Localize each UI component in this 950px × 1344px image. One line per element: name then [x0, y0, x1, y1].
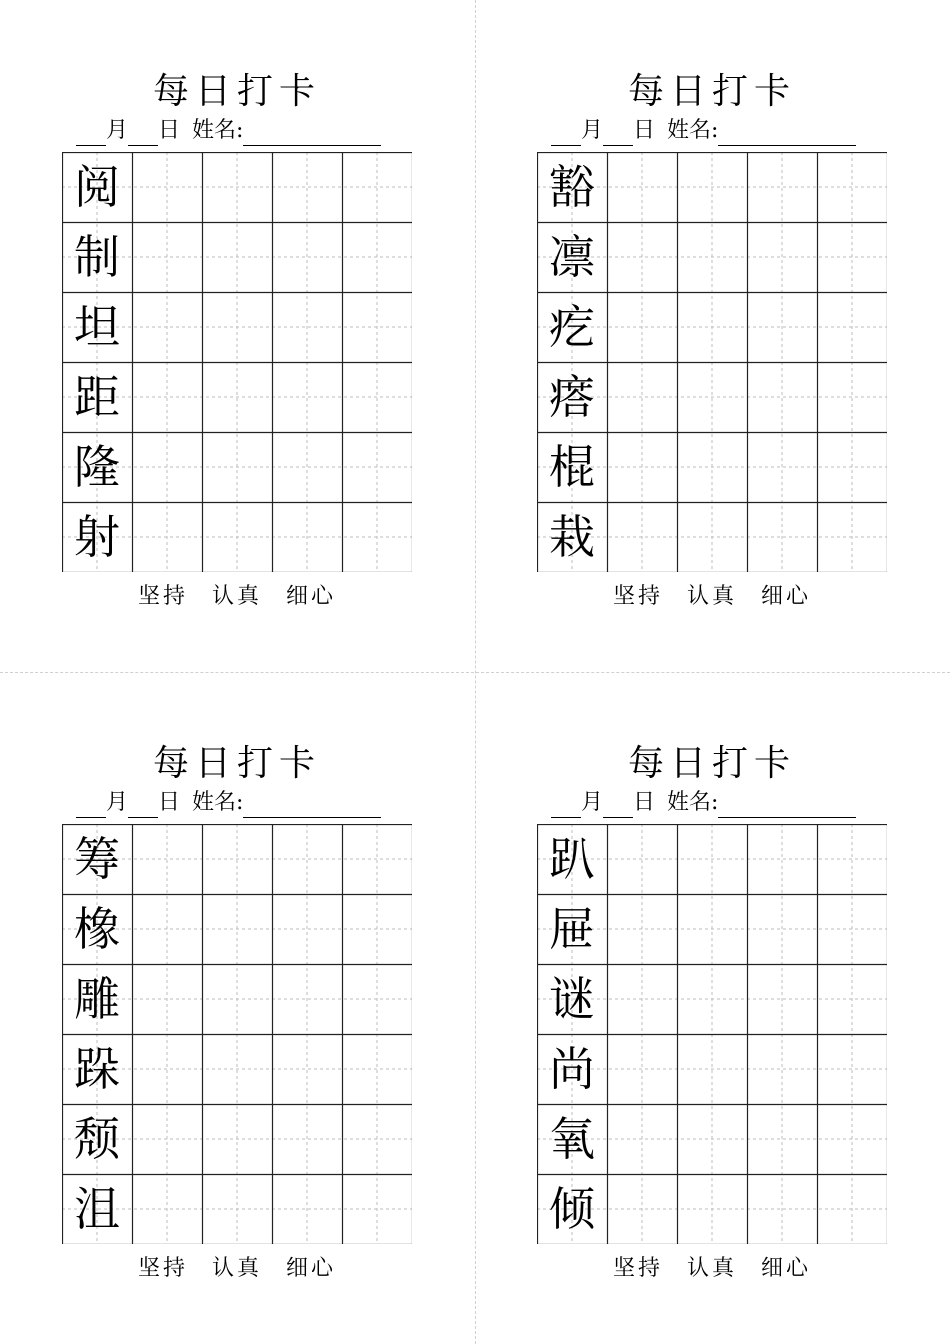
day-label: 日: [158, 118, 181, 143]
motto-item: 细心: [761, 1256, 812, 1281]
model-character: 雕: [74, 972, 120, 1026]
day-label: 日: [158, 790, 181, 815]
name-blank[interactable]: [243, 121, 381, 146]
day-blank[interactable]: [603, 121, 633, 146]
motto: [62, 1254, 412, 1284]
writing-grid: [62, 824, 412, 1244]
motto-item: 认真: [211, 1256, 262, 1281]
model-character: 谜: [549, 972, 595, 1026]
card-title: 每日打卡: [627, 743, 796, 784]
day-blank[interactable]: [128, 121, 158, 146]
practice-card: [62, 0, 412, 609]
writing-grid: [62, 152, 412, 572]
month-label: 月: [106, 118, 129, 143]
name-label: 姓名:: [192, 118, 244, 143]
model-character: 橡: [74, 902, 120, 956]
model-character: 颓: [74, 1112, 120, 1166]
day-label: 日: [633, 118, 656, 143]
date-name-line: [551, 116, 887, 146]
date-name-line: [76, 116, 412, 146]
card-title: 每日打卡: [627, 71, 796, 112]
model-character: 屉: [549, 902, 595, 956]
model-character: 疙: [549, 300, 595, 354]
model-character: 尚: [549, 1042, 595, 1096]
name-blank[interactable]: [718, 793, 856, 818]
model-character: 栽: [549, 510, 595, 564]
model-character: 筹: [74, 832, 120, 886]
month-label: 月: [581, 118, 604, 143]
month-blank[interactable]: [76, 793, 106, 818]
motto-item: 坚持: [137, 1256, 188, 1281]
month-label: 月: [581, 790, 604, 815]
model-character: 阅: [74, 160, 120, 214]
month-label: 月: [106, 790, 129, 815]
month-blank[interactable]: [551, 793, 581, 818]
motto-item: 细心: [286, 1256, 337, 1281]
model-character: 制: [74, 230, 120, 284]
model-character: 凛: [549, 230, 595, 284]
model-character: 趴: [549, 832, 595, 886]
motto-item: 坚持: [137, 584, 188, 609]
model-character: 坦: [74, 300, 120, 354]
model-character: 射: [74, 510, 120, 564]
name-label: 姓名:: [192, 790, 244, 815]
model-character: 棍: [549, 440, 595, 494]
motto-item: 认真: [211, 584, 262, 609]
day-blank[interactable]: [128, 793, 158, 818]
practice-card: [62, 672, 412, 1281]
name-blank[interactable]: [718, 121, 856, 146]
writing-grid: [537, 824, 887, 1244]
motto: [537, 1254, 887, 1284]
month-blank[interactable]: [551, 121, 581, 146]
month-blank[interactable]: [76, 121, 106, 146]
name-label: 姓名:: [667, 790, 719, 815]
date-name-line: [76, 788, 412, 818]
practice-card: [537, 672, 887, 1281]
motto-item: 细心: [286, 584, 337, 609]
card-title: 每日打卡: [152, 743, 321, 784]
motto-item: 坚持: [612, 1256, 663, 1281]
motto: [537, 582, 887, 612]
writing-grid: [537, 152, 887, 572]
name-label: 姓名:: [667, 118, 719, 143]
model-character: 瘩: [549, 370, 595, 424]
motto-item: 坚持: [612, 584, 663, 609]
model-character: 隆: [74, 440, 120, 494]
card-title: 每日打卡: [152, 71, 321, 112]
name-blank[interactable]: [243, 793, 381, 818]
model-character: 沮: [74, 1182, 120, 1236]
practice-card: [537, 0, 887, 609]
model-character: 倾: [549, 1182, 595, 1236]
day-label: 日: [633, 790, 656, 815]
model-character: 豁: [549, 160, 595, 214]
motto: [62, 582, 412, 612]
date-name-line: [551, 788, 887, 818]
day-blank[interactable]: [603, 793, 633, 818]
model-character: 距: [74, 370, 120, 424]
motto-item: 认真: [686, 1256, 737, 1281]
motto-item: 认真: [686, 584, 737, 609]
motto-item: 细心: [761, 584, 812, 609]
model-character: 跺: [74, 1042, 120, 1096]
model-character: 氧: [549, 1112, 595, 1166]
